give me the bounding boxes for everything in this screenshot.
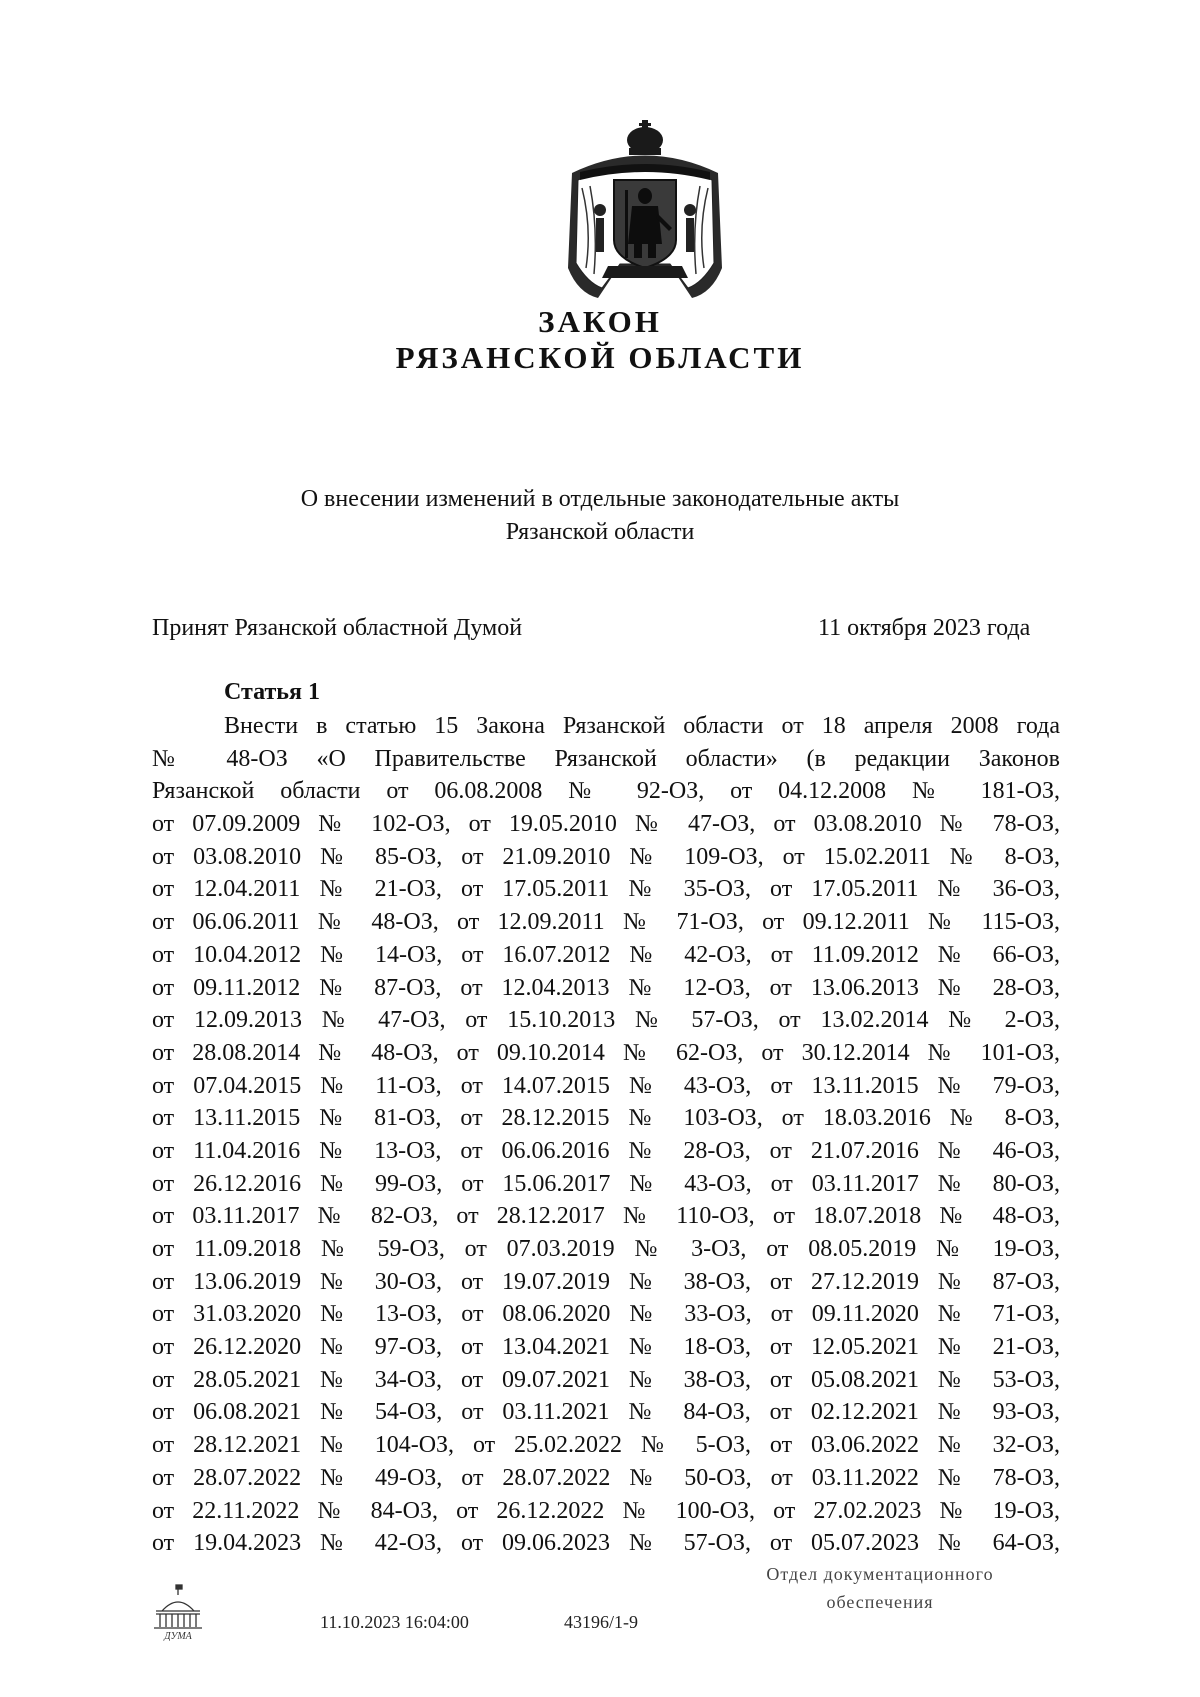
body-line: № 48-ОЗ «О Правительстве Рязанской области» (в редакции Законов (152, 745, 1060, 772)
body-line: Рязанской области от 06.08.2008 № 92-ОЗ, от 04.12.2008 № 181-ОЗ, (152, 778, 1060, 805)
body-line: от 11.04.2016 № 13-ОЗ, от 06.06.2016 № 28-ОЗ, от 21.07.2016 № 46-ОЗ, (152, 1137, 1060, 1164)
body-line: от 07.09.2009 № 102-ОЗ, от 19.05.2010 № 47-ОЗ, от 03.08.2010 № 78-ОЗ, (152, 811, 1060, 838)
body-line: от 10.04.2012 № 14-ОЗ, от 16.07.2012 № 42-ОЗ, от 11.09.2012 № 66-ОЗ, (152, 941, 1060, 968)
registration-number: 43196/1-9 (564, 1612, 638, 1632)
body-line: от 07.04.2015 № 11-ОЗ, от 14.07.2015 № 43-ОЗ, от 13.11.2015 № 79-ОЗ, (152, 1072, 1060, 1099)
body-line: от 28.08.2014 № 48-ОЗ, от 09.10.2014 № 62-ОЗ, от 30.12.2014 № 101-ОЗ, (152, 1039, 1060, 1066)
law-subject-line: О внесении изменений в отдельные законодательные акты (300, 486, 900, 512)
article-body (152, 710, 1060, 1593)
body-line: от 12.04.2011 № 21-ОЗ, от 17.05.2011 № 35-ОЗ, от 17.05.2011 № 36-ОЗ, (152, 876, 1060, 903)
body-line: от 13.11.2015 № 81-ОЗ, от 28.12.2015 № 103-ОЗ, от 18.03.2016 № 8-ОЗ, (152, 1105, 1060, 1132)
body-line: от 28.07.2022 № 49-ОЗ, от 28.07.2022 № 50-ОЗ, от 03.11.2022 № 78-ОЗ, (152, 1464, 1060, 1491)
body-line: от 13.06.2019 № 30-ОЗ, от 19.07.2019 № 38-ОЗ, от 27.12.2019 № 87-ОЗ, (152, 1268, 1060, 1295)
body-line: от 22.11.2022 № 84-ОЗ, от 26.12.2022 № 100-ОЗ, от 27.02.2023 № 19-ОЗ, (152, 1497, 1060, 1524)
registration-timestamp: 11.10.2023 16:04:00 (320, 1612, 469, 1632)
body-line: от 06.08.2021 № 54-ОЗ, от 03.11.2021 № 84-ОЗ, от 02.12.2021 № 93-ОЗ, (152, 1399, 1060, 1426)
article-heading: Статья 1 (224, 679, 320, 705)
body-line: от 28.12.2021 № 104-ОЗ, от 25.02.2022 № 5-ОЗ, от 03.06.2022 № 32-ОЗ, (152, 1432, 1060, 1459)
body-line: от 31.03.2020 № 13-ОЗ, от 08.06.2020 № 33-ОЗ, от 09.11.2020 № 71-ОЗ, (152, 1301, 1060, 1328)
body-line: от 06.06.2011 № 48-ОЗ, от 12.09.2011 № 71-ОЗ, от 09.12.2011 № 115-ОЗ, (152, 909, 1060, 936)
department-stamp-line: обеспечения (826, 1592, 934, 1612)
body-line: от 09.11.2012 № 87-ОЗ, от 12.04.2013 № 12-ОЗ, от 13.06.2013 № 28-ОЗ, (152, 974, 1060, 1001)
body-line: от 11.09.2018 № 59-ОЗ, от 07.03.2019 № 3-ОЗ, от 08.05.2019 № 19-ОЗ, (152, 1236, 1060, 1262)
body-line: от 03.08.2010 № 85-ОЗ, от 21.09.2010 № 109-ОЗ, от 15.02.2011 № 8-ОЗ, (152, 843, 1060, 870)
adopted-by: Принят Рязанской областной Думой (152, 615, 523, 641)
department-stamp-line: Отдел документационного (766, 1564, 994, 1584)
law-region: РЯЗАНСКОЙ ОБЛАСТИ (395, 340, 805, 375)
body-line: от 26.12.2020 № 97-ОЗ, от 13.04.2021 № 18-ОЗ, от 12.05.2021 № 21-ОЗ, (152, 1334, 1060, 1361)
body-line: от 19.04.2023 № 42-ОЗ, от 09.06.2023 № 57-ОЗ, от 05.07.2023 № 64-ОЗ, (152, 1530, 1060, 1557)
law-title: ЗАКОН (538, 304, 662, 339)
duma-building-icon (150, 1583, 206, 1641)
body-line: от 26.12.2016 № 99-ОЗ, от 15.06.2017 № 43-ОЗ, от 03.11.2017 № 80-ОЗ, (152, 1170, 1060, 1197)
adoption-date: 11 октября 2023 года (818, 615, 1031, 641)
body-line: от 03.11.2017 № 82-ОЗ, от 28.12.2017 № 110-ОЗ, от 18.07.2018 № 48-ОЗ, (152, 1203, 1060, 1230)
body-line: от 12.09.2013 № 47-ОЗ, от 15.10.2013 № 57-ОЗ, от 13.02.2014 № 2-ОЗ, (152, 1007, 1060, 1034)
department-stamp (730, 1560, 1030, 1616)
ryazan-coat-of-arms-icon (552, 118, 738, 306)
body-line: Внести в статью 15 Закона Рязанской области от 18 апреля 2008 года (224, 713, 1060, 739)
body-line: от 28.05.2021 № 34-ОЗ, от 09.07.2021 № 38-ОЗ, от 05.08.2021 № 53-ОЗ, (152, 1366, 1060, 1393)
duma-logo-caption: ДУМА (164, 1631, 192, 1641)
law-subject-line: Рязанской области (505, 519, 695, 545)
